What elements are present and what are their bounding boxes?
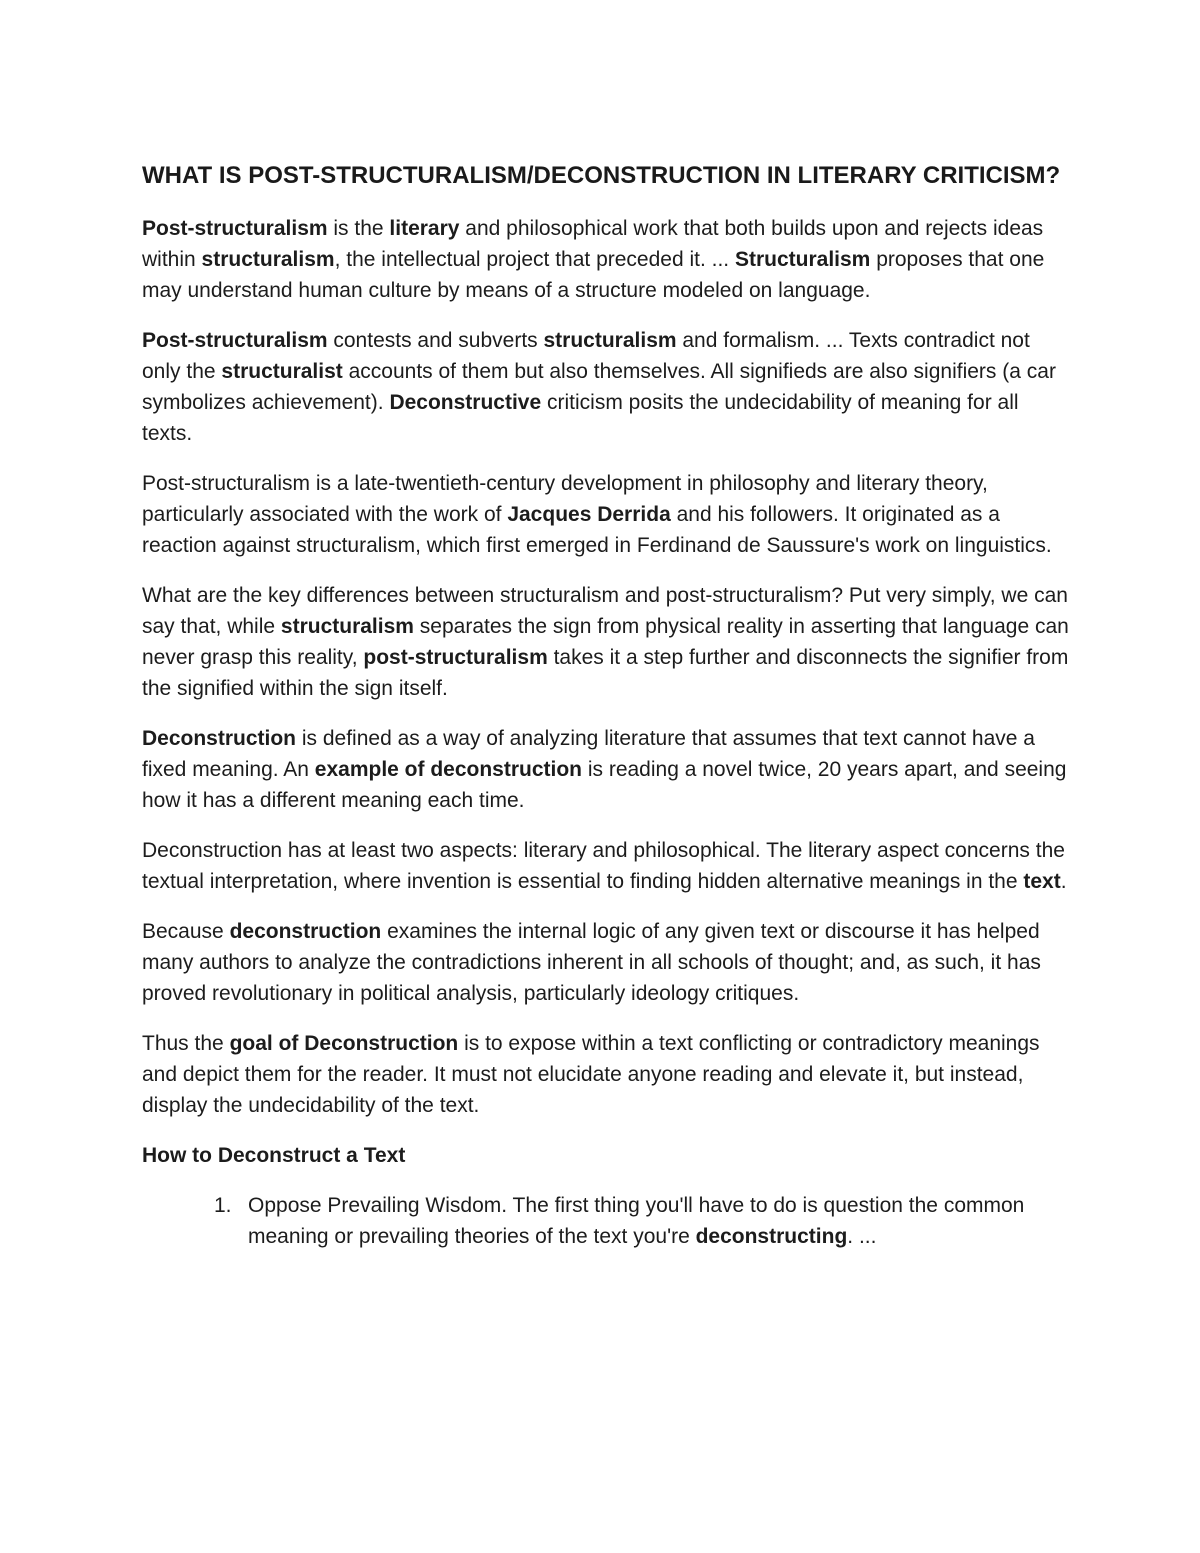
text-run: takes it a step further and disconnects the signifier from the signified within the sign itself. xyxy=(142,646,1069,700)
text-run: Oppose Prevailing Wisdom. The first thing you'll have to do is question the common meaning or prevailing theories of the text you're xyxy=(248,1194,1025,1248)
text-run: is reading a novel twice, 20 years apart, and seeing how it has a different meaning each time. xyxy=(142,758,1067,812)
body-paragraph xyxy=(142,468,1072,561)
list-item-number: 1. xyxy=(214,1194,232,1217)
paragraphs-container xyxy=(142,213,1072,1121)
bold-text-run: post-structuralism xyxy=(363,646,548,669)
text-run: proposes that one may understand human culture by means of a structure modeled on language. xyxy=(142,248,1045,302)
bold-text-run: Deconstruction xyxy=(142,727,297,750)
text-run: and formalism. ... Texts contradict not only the xyxy=(142,329,1030,383)
body-paragraph xyxy=(142,916,1072,1009)
text-run: criticism posits the undecidability of meaning for all texts. xyxy=(142,391,1019,445)
text-run: , the intellectual project that preceded it. ... xyxy=(334,248,735,271)
body-paragraph xyxy=(142,1028,1072,1121)
text-run: and his followers. It originated as a reaction against structuralism, which first emerged in Ferdinand de Saussure's work on linguistics. xyxy=(142,503,1052,557)
text-run: and philosophical work that both builds upon and rejects ideas within xyxy=(142,217,1044,271)
list-item xyxy=(142,1190,1072,1252)
text-run: . ... xyxy=(847,1225,877,1248)
bold-text-run: literary xyxy=(389,217,460,240)
bold-text-run: structuralism xyxy=(543,329,677,352)
body-paragraph xyxy=(142,835,1072,897)
document-page xyxy=(142,160,1072,1252)
bold-text-run: example of deconstruction xyxy=(314,758,582,781)
text-run: Deconstruction has at least two aspects: literary and philosophical. The literary aspect concerns the textual interpretation, where invention is essential to finding hidden alternative meanings in the xyxy=(142,839,1065,893)
body-paragraph xyxy=(142,723,1072,816)
text-run: Because xyxy=(142,920,230,943)
text-run: Thus the xyxy=(142,1032,230,1055)
bold-text-run: Jacques Derrida xyxy=(507,503,671,526)
text-run: What are the key differences between structuralism and post-structuralism? Put very simply, we can say that, while xyxy=(142,584,1068,638)
bold-text-run: goal of Deconstruction xyxy=(229,1032,459,1055)
bold-text-run: Post-structuralism xyxy=(142,217,328,240)
bold-text-run: text xyxy=(1023,870,1061,893)
text-run: is to expose within a text conflicting or contradictory meanings and depict them for the reader. It must not elucidate anyone reading and elevate it, but instead, display the undecidability of the text. xyxy=(142,1032,1040,1117)
text-run: . xyxy=(1060,870,1067,893)
bold-text-run: structuralism xyxy=(280,615,414,638)
text-run: is the xyxy=(327,217,390,240)
bold-text-run: Post-structuralism xyxy=(142,329,328,352)
bold-text-run: structuralist xyxy=(221,360,343,383)
body-paragraph xyxy=(142,580,1072,704)
text-run: accounts of them but also themselves. All signifieds are also signifiers (a car symbolizes achievement). xyxy=(142,360,1056,414)
text-run: examines the internal logic of any given text or discourse it has helped many authors to analyze the contradictions inherent in all schools of thought; and, as such, it has proved revolutionary in political analysis, particularly ideology critiques. xyxy=(142,920,1041,1005)
bold-text-run: deconstruction xyxy=(229,920,382,943)
bold-text-run: Structuralism xyxy=(734,248,871,271)
bold-text-run: Deconstructive xyxy=(389,391,542,414)
text-run: Post-structuralism is a late-twentieth-century development in philosophy and literary theory, particularly associated with the work of xyxy=(142,472,988,526)
section-subheading: How to Deconstruct a Text xyxy=(142,1144,406,1167)
text-run: separates the sign from physical reality in asserting that language can never grasp this reality, xyxy=(142,615,1069,669)
bold-text-run: deconstructing xyxy=(695,1225,848,1248)
document-title: WHAT IS POST-STRUCTURALISM/DECONSTRUCTION IN LITERARY CRITICISM? xyxy=(142,162,1061,189)
body-paragraph xyxy=(142,213,1072,306)
text-run: contests and subverts xyxy=(327,329,544,352)
text-run: is defined as a way of analyzing literature that assumes that text cannot have a fixed meaning. An xyxy=(142,727,1035,781)
body-paragraph xyxy=(142,325,1072,449)
bold-text-run: structuralism xyxy=(201,248,335,271)
numbered-list xyxy=(142,1190,1072,1252)
